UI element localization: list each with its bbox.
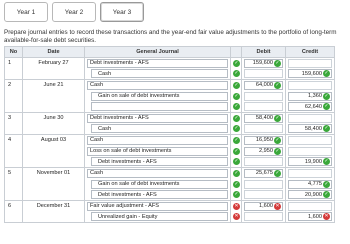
check-circle-icon: ✓: [234, 114, 239, 121]
debit-cell: [242, 91, 286, 102]
credit-cell: [286, 80, 335, 91]
credit-value: 58,400: [304, 125, 322, 132]
credit-input[interactable]: [288, 102, 332, 111]
check-circle-icon: ✓: [234, 169, 239, 176]
col-date-header: Date: [23, 47, 85, 58]
account-status-cell: [231, 168, 242, 179]
check-circle-icon: ✓: [324, 125, 329, 132]
account-cell: [85, 168, 231, 179]
credit-cell: [286, 113, 335, 124]
account-select[interactable]: Debt investments - AFS: [87, 59, 228, 68]
debit-input[interactable]: [244, 190, 283, 199]
credit-cell: [286, 179, 335, 190]
table-row: [5, 135, 335, 146]
credit-value: 1,360: [308, 93, 322, 99]
credit-input[interactable]: [288, 136, 332, 145]
account-select[interactable]: Cash: [87, 81, 228, 90]
account-cell: [85, 124, 231, 135]
credit-cell: [286, 135, 335, 146]
table-row: [5, 113, 335, 124]
debit-input[interactable]: [244, 124, 283, 133]
entry-number: [5, 157, 23, 168]
x-circle-icon: ✕: [234, 202, 239, 209]
debit-input[interactable]: [244, 169, 283, 178]
col-no-header: No: [5, 47, 23, 58]
credit-input[interactable]: [288, 180, 332, 189]
entry-date: August 03: [23, 135, 85, 146]
col-mark-header: [231, 47, 242, 58]
credit-input[interactable]: [288, 69, 332, 78]
debit-input[interactable]: [244, 81, 283, 90]
check-circle-icon: ✓: [234, 59, 239, 66]
credit-value: 159,600: [301, 70, 322, 77]
col-credit-header: Credit: [286, 47, 335, 58]
credit-cell: [286, 124, 335, 135]
entry-number: 5: [5, 168, 23, 179]
entry-number: [5, 102, 23, 113]
entry-number: [5, 212, 23, 223]
table-row: [5, 80, 335, 91]
account-status-cell: [231, 124, 242, 135]
tab-year-2[interactable]: Year 2: [52, 2, 96, 22]
debit-input[interactable]: [244, 59, 283, 68]
entry-number: 2: [5, 80, 23, 91]
table-row: [5, 124, 335, 135]
entry-date: [23, 190, 85, 201]
table-row: [5, 201, 335, 212]
account-select[interactable]: Cash: [87, 169, 228, 178]
account-cell: [85, 102, 231, 113]
debit-input[interactable]: [244, 147, 283, 156]
credit-cell: [286, 157, 335, 168]
table-row: [5, 91, 335, 102]
credit-cell: [286, 190, 335, 201]
credit-input[interactable]: [288, 81, 332, 90]
debit-cell: [242, 69, 286, 80]
entry-date: [23, 102, 85, 113]
account-select[interactable]: Debt investments - AFS: [91, 157, 228, 166]
entry-number: [5, 124, 23, 135]
check-circle-icon: ✓: [324, 191, 329, 198]
credit-cell: [286, 102, 335, 113]
account-select[interactable]: Debt investments - AFS: [91, 190, 228, 199]
entry-date: November 01: [23, 168, 85, 179]
account-status-cell: [231, 113, 242, 124]
check-circle-icon: ✓: [234, 158, 239, 165]
account-select[interactable]: Fair value adjustment - AFS: [87, 202, 228, 211]
check-circle-icon: ✓: [234, 103, 239, 110]
debit-value: 2,950: [259, 148, 273, 154]
entry-date: [23, 157, 85, 168]
debit-cell: [242, 168, 286, 179]
entry-number: 4: [5, 135, 23, 146]
entry-date: June 21: [23, 80, 85, 91]
check-circle-icon: ✓: [234, 147, 239, 154]
credit-value: 19,900: [304, 158, 322, 165]
table-row: [5, 146, 335, 157]
debit-value: 64,000: [255, 82, 273, 89]
account-status-cell: [231, 179, 242, 190]
entry-date: December 31: [23, 201, 85, 212]
credit-value: 62,640: [304, 103, 322, 110]
debit-value: 25,675: [255, 170, 273, 177]
credit-input[interactable]: [288, 212, 332, 221]
account-cell: [85, 135, 231, 146]
credit-cell: [286, 212, 335, 223]
account-cell: [85, 146, 231, 157]
debit-cell: [242, 102, 286, 113]
credit-value: 20,900: [304, 191, 322, 198]
account-select[interactable]: Cash: [91, 69, 228, 78]
account-select[interactable]: [91, 102, 228, 111]
check-circle-icon: ✓: [275, 114, 280, 121]
check-circle-icon: ✓: [324, 70, 329, 77]
debit-cell: [242, 201, 286, 212]
credit-cell: [286, 69, 335, 80]
credit-input[interactable]: [288, 202, 332, 211]
debit-input[interactable]: [244, 69, 283, 78]
account-cell: [85, 58, 231, 69]
entry-date: [23, 146, 85, 157]
debit-cell: [242, 190, 286, 201]
account-status-cell: [231, 146, 242, 157]
debit-cell: [242, 146, 286, 157]
check-circle-icon: ✓: [234, 92, 239, 99]
entry-date: [23, 69, 85, 80]
entry-number: 1: [5, 58, 23, 69]
x-circle-icon: ✕: [275, 202, 280, 209]
account-select[interactable]: Cash: [87, 136, 228, 145]
debit-cell: [242, 124, 286, 135]
col-debit-header: Debit: [242, 47, 286, 58]
account-cell: [85, 113, 231, 124]
table-row: [5, 58, 335, 69]
check-circle-icon: ✓: [234, 136, 239, 143]
tab-bar: [0, 0, 350, 24]
credit-cell: [286, 146, 335, 157]
check-circle-icon: ✓: [324, 103, 329, 110]
debit-input[interactable]: [244, 92, 283, 101]
account-select[interactable]: Unrealized gain - Equity: [91, 212, 228, 221]
account-status-cell: [231, 69, 242, 80]
check-circle-icon: ✓: [275, 147, 280, 154]
debit-cell: [242, 157, 286, 168]
entry-date: [23, 212, 85, 223]
general-journal-table: [4, 46, 335, 223]
check-circle-icon: ✓: [234, 191, 239, 198]
debit-cell: [242, 113, 286, 124]
debit-cell: [242, 179, 286, 190]
account-select[interactable]: Gain on sale of debt investments: [91, 92, 228, 101]
entry-date: [23, 124, 85, 135]
check-circle-icon: ✓: [234, 125, 239, 132]
credit-cell: [286, 91, 335, 102]
credit-value: 1,600: [308, 213, 322, 220]
debit-cell: [242, 58, 286, 69]
account-status-cell: [231, 135, 242, 146]
account-cell: [85, 157, 231, 168]
account-cell: [85, 80, 231, 91]
entry-date: [23, 91, 85, 102]
credit-cell: [286, 168, 335, 179]
table-row: [5, 102, 335, 113]
check-circle-icon: ✓: [275, 136, 280, 143]
check-circle-icon: ✓: [234, 70, 239, 77]
account-status-cell: [231, 102, 242, 113]
debit-cell: [242, 212, 286, 223]
credit-input[interactable]: [288, 169, 332, 178]
check-circle-icon: ✓: [234, 180, 239, 187]
check-circle-icon: ✓: [324, 158, 329, 165]
account-cell: [85, 190, 231, 201]
debit-input[interactable]: [244, 157, 283, 166]
account-status-cell: [231, 201, 242, 212]
entry-number: 6: [5, 201, 23, 212]
table-row: [5, 190, 335, 201]
debit-value: 58,400: [255, 115, 273, 122]
account-status-cell: [231, 190, 242, 201]
entry-date: February 27: [23, 58, 85, 69]
table-header-row: [5, 47, 335, 58]
account-cell: [85, 91, 231, 102]
check-circle-icon: ✓: [275, 169, 280, 176]
check-circle-icon: ✓: [324, 92, 329, 99]
entry-date: June 30: [23, 113, 85, 124]
check-circle-icon: ✓: [324, 180, 329, 187]
debit-input[interactable]: [244, 136, 283, 145]
debit-input[interactable]: [244, 114, 283, 123]
instructions-text: Prepare journal entries to record these transactions and the year-end fair value adjustments to the portfolio of long-term available-for-sale debt securities.: [4, 29, 337, 44]
tab-year-3[interactable]: Year 3: [100, 2, 144, 22]
journal-body: [5, 58, 335, 223]
debit-value: 16,950: [255, 137, 273, 144]
debit-input[interactable]: [244, 180, 283, 189]
tab-year-1[interactable]: Year 1: [4, 2, 48, 22]
table-row: [5, 212, 335, 223]
debit-cell: [242, 135, 286, 146]
entry-date: [23, 179, 85, 190]
entry-number: [5, 146, 23, 157]
table-row: [5, 157, 335, 168]
debit-cell: [242, 80, 286, 91]
account-cell: [85, 179, 231, 190]
table-row: [5, 179, 335, 190]
account-select[interactable]: Debt investments - AFS: [87, 114, 228, 123]
credit-input[interactable]: [288, 190, 332, 199]
debit-input[interactable]: [244, 102, 283, 111]
debit-input[interactable]: [244, 202, 283, 211]
account-cell: [85, 201, 231, 212]
credit-cell: [286, 58, 335, 69]
account-status-cell: [231, 157, 242, 168]
account-status-cell: [231, 91, 242, 102]
entry-number: [5, 69, 23, 80]
account-select[interactable]: Gain on sale of debt investments: [91, 180, 228, 189]
check-circle-icon: ✓: [234, 81, 239, 88]
debit-value: 159,600: [252, 60, 273, 67]
credit-input[interactable]: [288, 124, 332, 133]
credit-input[interactable]: [288, 114, 332, 123]
entry-number: [5, 91, 23, 102]
credit-input[interactable]: [288, 59, 332, 68]
account-cell: [85, 69, 231, 80]
credit-input[interactable]: [288, 147, 332, 156]
debit-value: 1,600: [259, 203, 273, 210]
credit-cell: [286, 201, 335, 212]
check-circle-icon: ✓: [275, 59, 280, 66]
account-cell: [85, 212, 231, 223]
debit-input[interactable]: [244, 212, 283, 221]
credit-input[interactable]: [288, 157, 332, 166]
credit-value: 4,775: [308, 181, 322, 187]
entry-number: [5, 190, 23, 201]
credit-input[interactable]: [288, 92, 332, 101]
account-status-cell: [231, 80, 242, 91]
account-status-cell: [231, 212, 242, 223]
check-circle-icon: ✓: [275, 81, 280, 88]
table-row: [5, 69, 335, 80]
account-select[interactable]: Cash: [91, 124, 228, 133]
account-status-cell: [231, 58, 242, 69]
x-circle-icon: ✕: [234, 213, 239, 220]
entry-number: 3: [5, 113, 23, 124]
x-circle-icon: ✕: [324, 213, 329, 220]
account-select[interactable]: Loss on sale of debt investments: [87, 147, 228, 156]
entry-number: [5, 179, 23, 190]
table-row: [5, 168, 335, 179]
col-journal-header: General Journal: [85, 47, 231, 58]
